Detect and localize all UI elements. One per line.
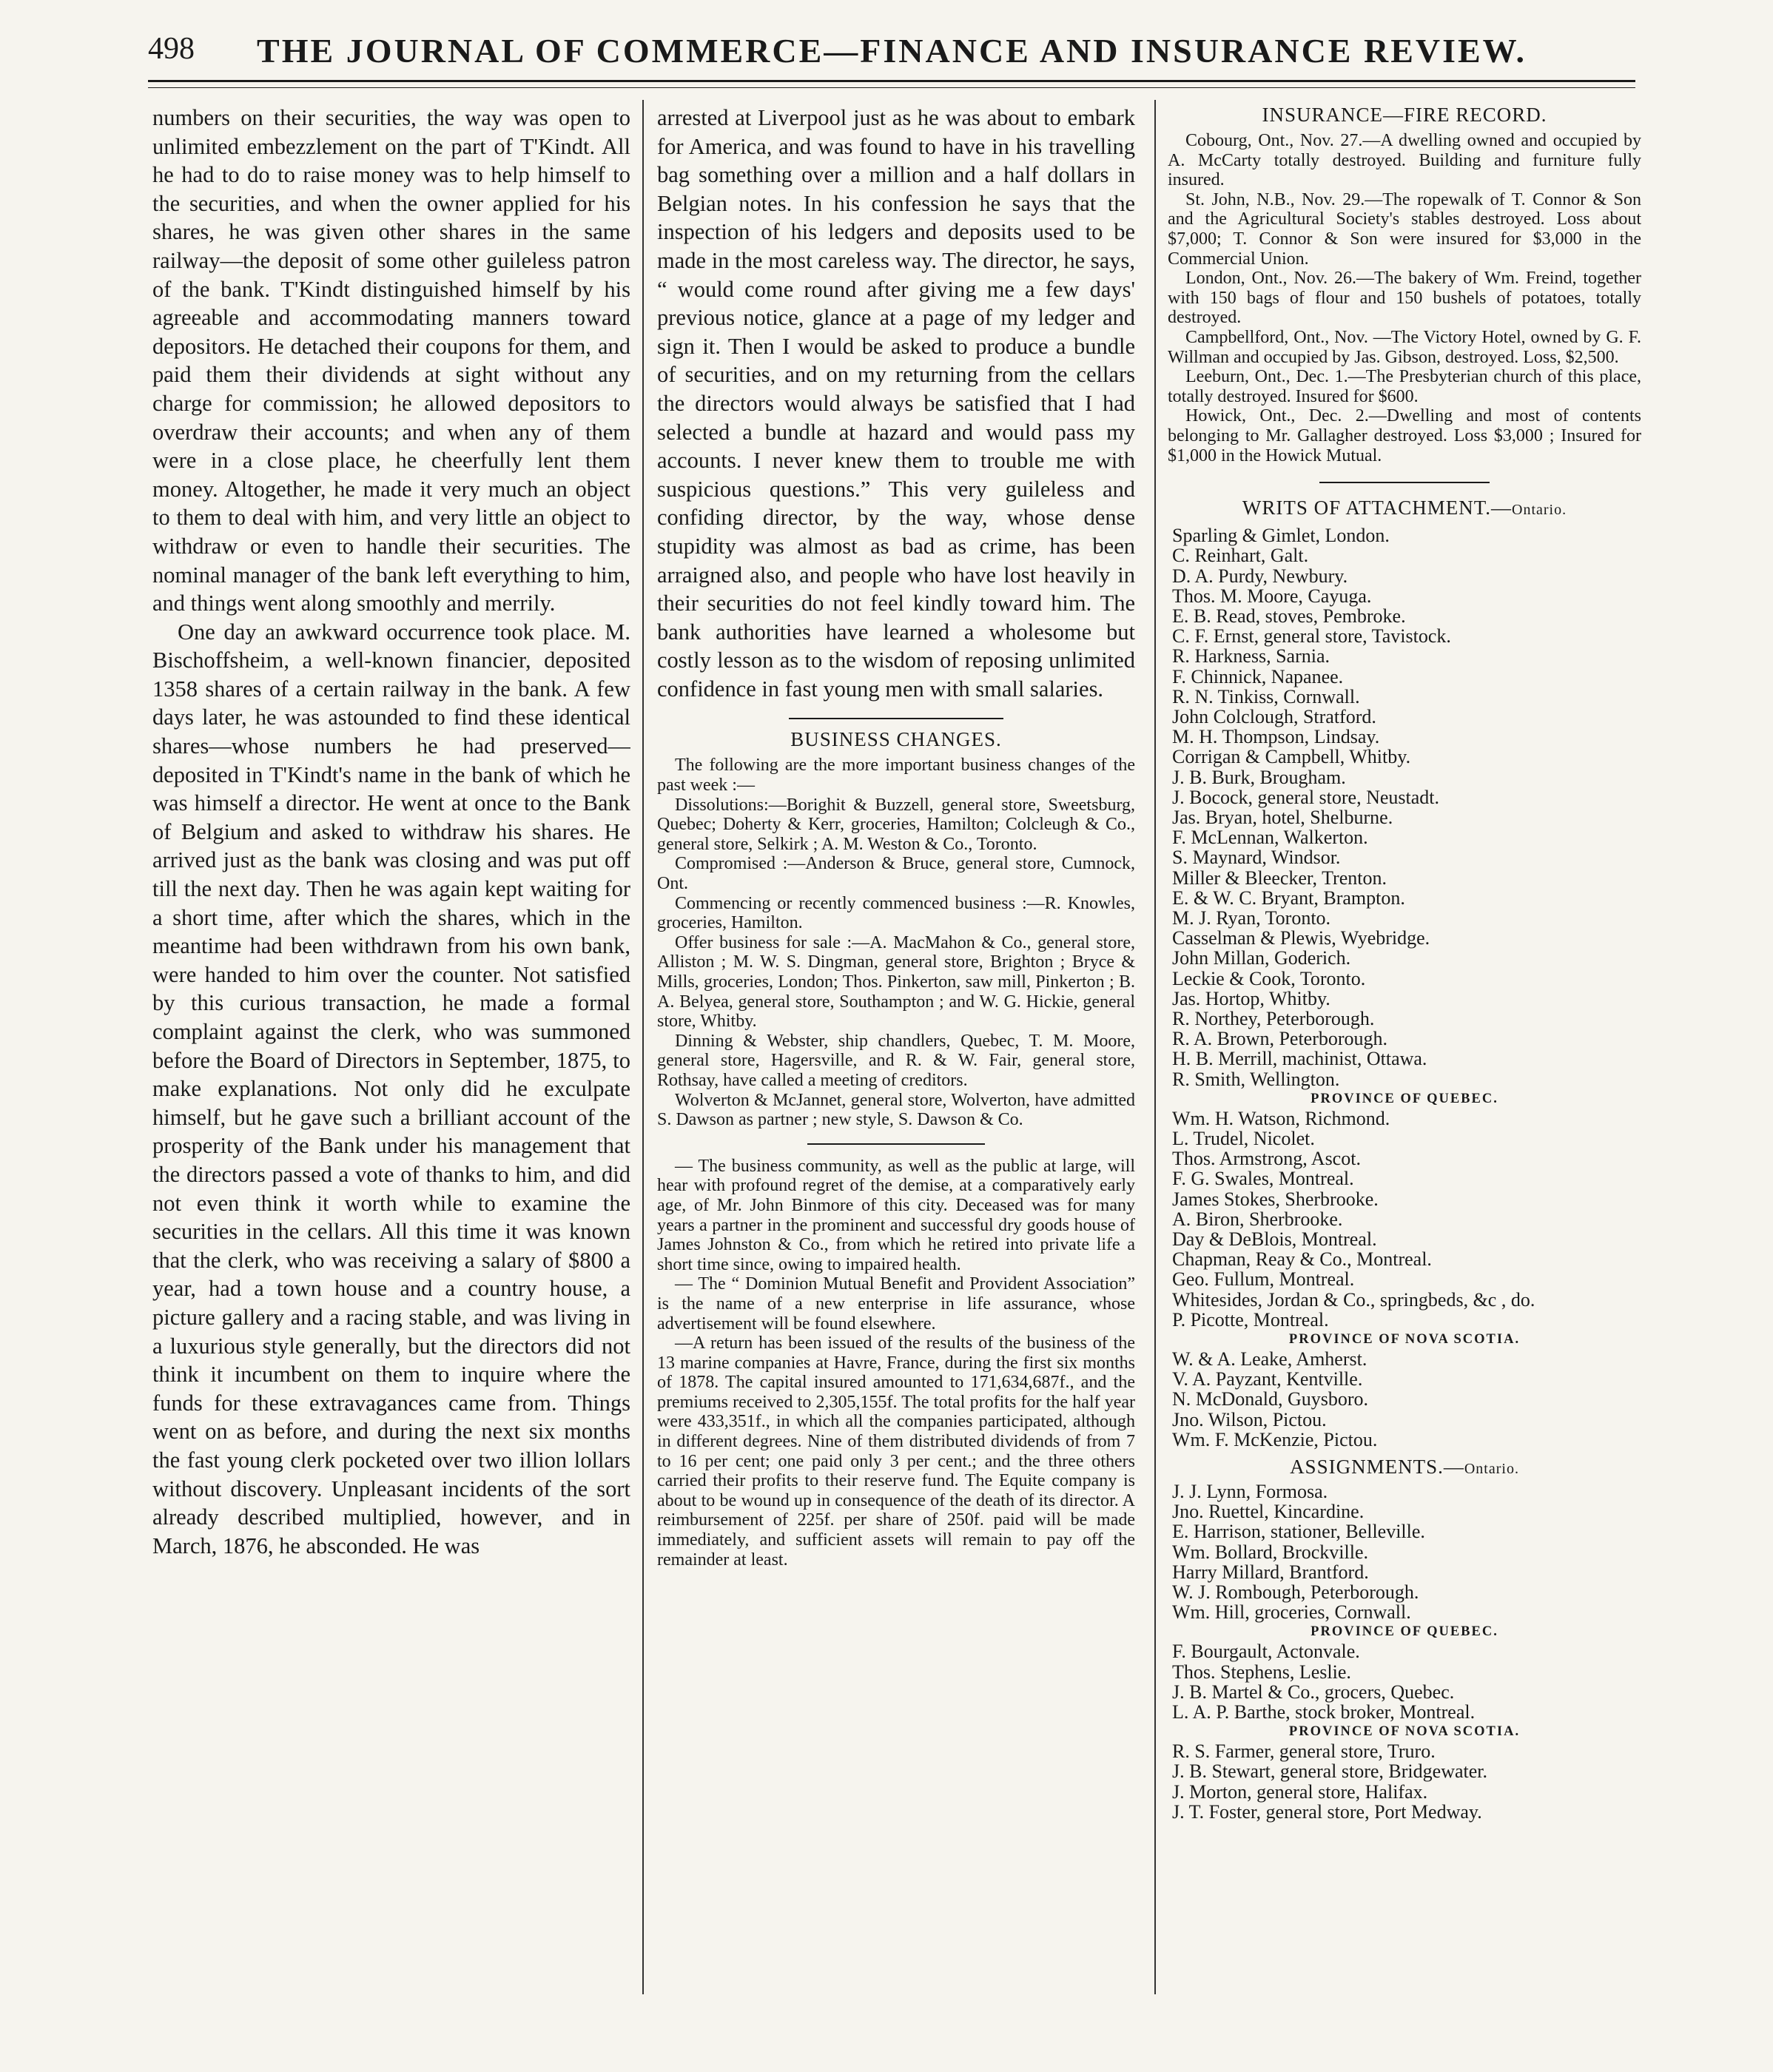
list-item: Wm. Hill, groceries, Cornwall. (1172, 1601, 1411, 1624)
list-item: R. N. Tinkiss, Cornwall. (1172, 685, 1360, 707)
list-item: Thos. Armstrong, Ascot. (1172, 1148, 1361, 1170)
business-item: Offer business for sale :—A. MacMahon & Co., general store, Alliston ; M. W. S. Dingman, general store, Brighton ; Bryce & Mills, groceries, London; Thos. Pinkerton, saw mill, Pinkerton ; B. A. Belyea, general store, Southampton ; and W. G. Hickie, general store, Whitby. (657, 932, 1135, 1032)
page-number: 498 (148, 32, 195, 66)
list-item: Wm. Bollard, Brockville. (1172, 1541, 1369, 1563)
list-item: Thos. M. Moore, Cayuga. (1172, 585, 1372, 607)
list-item: Jno. Wilson, Pictou. (1172, 1408, 1327, 1430)
assignments-heading-text: ASSIGNMENTS.— (1290, 1456, 1464, 1479)
province-heading: PROVINCE OF QUEBEC. (1311, 1624, 1498, 1640)
list-item: F. G. Swales, Montreal. (1172, 1168, 1354, 1190)
list-item: J. T. Foster, general store, Port Medway. (1172, 1800, 1482, 1823)
page-header (148, 22, 1635, 74)
list-item: Geo. Fullum, Montreal. (1172, 1268, 1355, 1291)
list-item: A. Biron, Sherbrooke. (1172, 1208, 1343, 1230)
list-item: F. McLennan, Walkerton. (1172, 827, 1368, 849)
section-rule (789, 718, 1003, 719)
fire-item: Cobourg, Ont., Nov. 27.—A dwelling owned and occupied by A. McCarty totally destroyed. Building and furniture fully insured. (1168, 131, 1641, 190)
column-divider (642, 100, 644, 1994)
list-item: E. Harrison, stationer, Belleville. (1172, 1521, 1425, 1543)
fire-item: Campbellford, Ont., Nov. —The Victory Hotel, owned by G. F. Willman and occupied by Jas. Gibson, destroyed. Loss, $2,500. (1168, 327, 1641, 367)
list-item: D. A. Purdy, Newbury. (1172, 565, 1348, 587)
list-item: Corrigan & Campbell, Whitby. (1172, 746, 1411, 768)
assignments-nova-scotia-list (1168, 1741, 1641, 1822)
article-paragraph: numbers on their securities, the way was open to unlimited embezzlement on the part of T'Kindt. All he had to do to raise money was to help himself to the securities, and when the owner applied for his shares, he was given other shares in the same railway—the deposit of some other guileless patron of the bank. T'Kindt distinguished himself by his agreeable and accommodating manners toward depositors. He detached their coupons for them, and paid them their dividends at sight without any charge for commission; he allowed depositors to overdraw their accounts; and when any of them were in a close place, he cheerfully lent them money. Altogether, he made it very much an object to them to deal with him, and very little an object to withdraw or even to handle their securities. The nominal manager of the bank left everything to him, and things went along smoothly and merrily. (152, 105, 630, 616)
list-item: Jas. Hortop, Whitby. (1172, 987, 1330, 1009)
news-item: — The business community, as well as the public at large, will hear with profound regret of the demise, at a comparatively early age, of Mr. John Binmore of this city. Deceased was for many years a partner in the prominent and successful dry goods house of James Johnston & Co., from which he retired into private life a short time since, owing to impaired health. (657, 1156, 1135, 1274)
list-item: J. B. Burk, Brougham. (1172, 766, 1346, 788)
list-item: E. & W. C. Bryant, Brampton. (1172, 887, 1405, 909)
fire-item: Leeburn, Ont., Dec. 1.—The Presbyterian church of this place, totally destroyed. Insured for $600. (1168, 367, 1641, 406)
list-item: R. A. Brown, Peterborough. (1172, 1028, 1388, 1050)
business-item: The following are the more important business changes of the past week :— (657, 756, 1135, 796)
writs-nova-scotia-list (1168, 1349, 1641, 1450)
news-item: —A return has been issued of the results of the business of the 13 marine companies at Havre, France, during the first six months of 1878. The capital insured amounted to 171,634,687f., and the premiums received to 2,305,155f. The total profits for the half year were 433,351f., in which all the companies participated, although in different degrees. Nine of them distributed dividends of from 7 to 16 per cent; one paid only 3 per cent.; and the three others carried their profits to their reserve fund. The Equite company is about to be wound up in consequence of the death of its director. A reimbursement of 225f. per share of 250f. paid will be made immediately, and sufficient assets will remain to pay off the remainder at least. (657, 1333, 1135, 1570)
list-item: F. Bourgault, Actonvale. (1172, 1641, 1360, 1663)
article-paragraph: One day an awkward occurrence took place. M. Bischoffsheim, a well-known financier, deposited 1358 shares of a certain railway in the bank. A few days later, he was astounded to find these identical shares—whose numbers he had preserved—deposited in T'Kindt's name in the bank of which he was himself a director. He went at once to the Bank of Belgium and asked to withdraw his shares. He arrived just as the bank was closing and was put off till the next day. Then he was again kept waiting for a short time, after which the shares, which in the meantime had been withdrawn from his own bank, were handed to him over the counter. Not satisfied by this curious transaction, he made a formal complaint against the clerk, who was summoned before the Board of Directors in September, 1875, to make explanations. Not only did he exculpate himself, but he gave such a brilliant account of the prosperity of the Bank under his management that the directors passed a vote of thanks to him, and did not even think it worth while to examine the securities in the cellars. All this time it was known that the clerk, who was receiving a salary of $800 a year, had a town house and a country house, a picture gallery and a racing stable, and was living in a luxurious style generally, but the directors did not think it incumbent on them to inquire where the funds for these extravagances came from. Things went on as before, and during the next six months the fast young clerk pocketed over two illion lollars without discovery. Unpleasant incidents of the sort already described multiplied, however, and in March, 1876, he absconded. He was (152, 619, 630, 1558)
business-item: Commencing or recently commenced business :—R. Knowles, groceries, Hamilton. (657, 893, 1135, 933)
fire-item: Howick, Ont., Dec. 2.—Dwelling and most of contents belonging to Mr. Gallagher destroyed. Loss $3,000 ; Insured for $1,000 in the Howick Mutual. (1168, 406, 1641, 465)
writs-heading-text: WRITS OF ATTACHMENT.— (1242, 497, 1512, 519)
list-item: E. B. Read, stoves, Pembroke. (1172, 605, 1406, 627)
article-paragraph: arrested at Liverpool just as he was about to embark for America, and was found to have in his travelling bag something over a million and a half dollars in Belgian notes. In his confession he says that the inspection of his ledgers and deposits used to be made in the most careless way. The director, he says, “ would come round after giving me a few days' previous notice, glance at a page of my ledger and sign it. Then I would be asked to produce a bundle of securities, and on my returning from the cellars the directors would always be satisfied that I had selected a bundle at hazard and would pass my accounts. I never knew them to trouble me with suspicious questions.” This very guileless and confiding director, by the way, whose dense stupidity was almost as bad as crime, has been arraigned also, and people who have lost heavily in their securities do not feel kindly toward him. The bank authorities have learned a wholesome but costly lesson as to the wisdom of reposing unlimited confidence in fast young men with small salaries. (657, 105, 1135, 702)
writs-heading (1168, 497, 1641, 519)
list-item: Whitesides, Jordan & Co., springbeds, &c , do. (1172, 1288, 1535, 1311)
writs-ontario-list (1168, 525, 1641, 1089)
writs-heading-sub: Ontario. (1512, 502, 1567, 519)
column-1 (152, 104, 630, 1998)
list-item: S. Maynard, Windsor. (1172, 847, 1341, 869)
list-item: John Colclough, Stratford. (1172, 705, 1376, 727)
section-rule (807, 1143, 985, 1145)
list-item: M. J. Ryan, Toronto. (1172, 906, 1331, 929)
list-item: Thos. Stephens, Leslie. (1172, 1661, 1351, 1683)
list-item: W. & A. Leake, Amherst. (1172, 1348, 1367, 1370)
assignments-ontario-list (1168, 1481, 1641, 1622)
list-item: Chapman, Reay & Co., Montreal. (1172, 1248, 1432, 1271)
column-divider (1154, 100, 1156, 1994)
list-item: Harry Millard, Brantford. (1172, 1561, 1369, 1583)
list-item: Jas. Bryan, hotel, Shelburne. (1172, 806, 1393, 828)
list-item: John Millan, Goderich. (1172, 947, 1351, 969)
list-item: R. S. Farmer, general store, Truro. (1172, 1740, 1436, 1763)
list-item: F. Chinnick, Napanee. (1172, 665, 1344, 687)
business-item: Dinning & Webster, ship chandlers, Quebec, T. M. Moore, general store, Hagersville, and R. & W. Fair, general store, Rothsay, have called a meeting of creditors. (657, 1031, 1135, 1090)
fire-item: St. John, N.B., Nov. 29.—The ropewalk of T. Connor & Son and the Agricultural Society's stables destroyed. Loss about $7,000; T. Connor & Son were insured for $3,000 in the Commercial Union. (1168, 189, 1641, 269)
list-item: J. J. Lynn, Formosa. (1172, 1481, 1328, 1503)
province-heading: PROVINCE OF QUEBEC. (1311, 1091, 1498, 1106)
list-item: Miller & Bleecker, Trenton. (1172, 867, 1387, 889)
journal-title: THE JOURNAL OF COMMERCE—FINANCE AND INSURANCE REVIEW. (257, 32, 1527, 70)
list-item: Leckie & Cook, Toronto. (1172, 967, 1366, 989)
list-item: J. B. Stewart, general store, Bridgewater. (1172, 1760, 1487, 1783)
fire-record-heading: INSURANCE—FIRE RECORD. (1262, 104, 1547, 126)
assignments-heading (1168, 1456, 1641, 1479)
business-changes-heading: BUSINESS CHANGES. (790, 728, 1002, 751)
section-rule (1319, 482, 1490, 483)
list-item: H. B. Merrill, machinist, Ottawa. (1172, 1048, 1427, 1070)
list-item: J. Bocock, general store, Neustadt. (1172, 786, 1440, 808)
province-heading: PROVINCE OF NOVA SCOTIA. (1288, 1724, 1521, 1740)
list-item: Casselman & Plewis, Wyebridge. (1172, 927, 1430, 949)
list-item: L. A. P. Barthe, stock broker, Montreal. (1172, 1701, 1476, 1723)
list-item: V. A. Payzant, Kentville. (1172, 1368, 1363, 1390)
assignments-quebec-list (1168, 1641, 1641, 1722)
list-item: R. Harkness, Sarnia. (1172, 645, 1330, 667)
assignments-heading-sub: Ontario. (1464, 1461, 1519, 1478)
news-item: — The “ Dominion Mutual Benefit and Provident Association” is the name of a new enterprise in life assurance, whose advertisement will be found elsewhere. (657, 1274, 1135, 1333)
list-item: M. H. Thompson, Lindsay. (1172, 726, 1380, 748)
list-item: W. J. Rombough, Peterborough. (1172, 1581, 1419, 1604)
list-item: Day & DeBlois, Montreal. (1172, 1228, 1377, 1250)
column-3 (1168, 104, 1641, 1998)
list-item: Wm. F. McKenzie, Pictou. (1172, 1428, 1378, 1450)
fire-item: London, Ont., Nov. 26.—The bakery of Wm. Freind, together with 150 bags of flour and 150 bushels of potatoes, totally destroyed. (1168, 269, 1641, 328)
list-item: J. B. Martel & Co., grocers, Quebec. (1172, 1681, 1455, 1703)
list-item: L. Trudel, Nicolet. (1172, 1127, 1315, 1149)
list-item: Jno. Ruettel, Kincardine. (1172, 1501, 1365, 1523)
list-item: R. Northey, Peterborough. (1172, 1007, 1375, 1029)
list-item: James Stokes, Sherbrooke. (1172, 1188, 1379, 1210)
province-heading: PROVINCE OF NOVA SCOTIA. (1288, 1332, 1521, 1348)
list-item: Sparling & Gimlet, London. (1172, 525, 1390, 547)
list-item: R. Smith, Wellington. (1172, 1068, 1340, 1090)
list-item: C. F. Ernst, general store, Tavistock. (1172, 625, 1451, 648)
list-item: Wm. H. Watson, Richmond. (1172, 1107, 1390, 1129)
writs-quebec-list (1168, 1109, 1641, 1330)
list-item: C. Reinhart, Galt. (1172, 545, 1309, 567)
business-item: Dissolutions:—Borighit & Buzzell, general store, Sweetsburg, Quebec; Doherty & Kerr, groceries, Hamilton; Colcleugh & Co., general store, Selkirk ; A. M. Weston & Co., Toronto. (657, 795, 1135, 854)
list-item: J. Morton, general store, Halifax. (1172, 1780, 1428, 1803)
business-item: Wolverton & McJannet, general store, Wolverton, have admitted S. Dawson as partner ; new style, S. Dawson & Co. (657, 1090, 1135, 1130)
column-2 (657, 104, 1135, 1998)
list-item: P. Picotte, Montreal. (1172, 1308, 1329, 1331)
business-item: Compromised :—Anderson & Bruce, general store, Cumnock, Ont. (657, 854, 1135, 894)
list-item: N. McDonald, Guysboro. (1172, 1388, 1369, 1410)
header-rule-thin (148, 87, 1635, 88)
header-rule-thick (148, 80, 1635, 82)
